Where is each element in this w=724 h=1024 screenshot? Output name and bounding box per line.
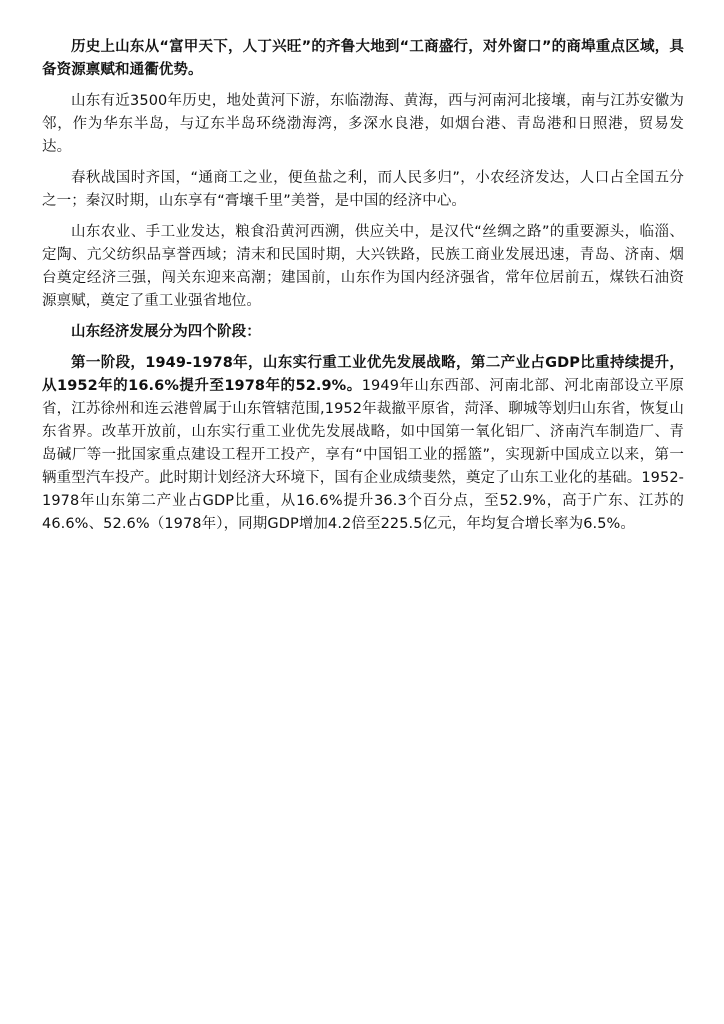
stage1-summary: 第一阶段，1949-1978年，山东实行重工业优先发展战略，第二产业占GDP比重持续提升，从1952年的16.6%提升至1978年的52.9%。	[42, 355, 684, 394]
spring-autumn-paragraph: 春秋战国时齐国，“通商工之业，便鱼盐之利，而人民多归”，小农经济发达，人口占全国五分之一；秦汉时期，山东享有“膏壤千里”美誉，是中国的经济中心。	[42, 170, 684, 209]
stage1-detail: 1949年山东西部、河南北部、河北南部设立平原省，江苏徐州和连云港曾属于山东管辖范围,1952年裁撤平原省，菏泽、聊城等划归山东省，恢复山东省界。改革开放前，山东实行重工业优先发展战略，如中国第一氧化铝厂、济南汽车制造厂、青岛碱厂等一批国家重点建设工程开工投产，享有“中国铝工业的摇篮”，实现新中国成立以来，第一辆重型汽车投产。此时期计划经济大环境下，国有企业成绩斐然，奠定了山东工业化的基础。1952-1978年山东第二产业占GDP比重，从16.6%提升36.3个百分点，至52.9%，高于广东、江苏的46.6%、52.6%（1978年），同期GDP增加4.2倍至225.5亿元，年均复合增长率为6.5%。	[42, 378, 684, 532]
agriculture-paragraph: 山东农业、手工业发达，粮食沿黄河西溯，供应关中，是汉代“丝绸之路”的重要源头，临淄、定陶、亢父纺织品享誉西域；清末和民国时期，大兴铁路，民族工商业发展迅速，青岛、济南、烟台奠定经济三强，闯关东迎来高潮；建国前，山东作为国内经济强省，常年位居前五，煤铁石油资源禀赋，奠定了重工业强省地位。	[42, 224, 684, 309]
history-paragraph: 山东有近3500年历史，地处黄河下游，东临渤海、黄海，西与河南河北接壤，南与江苏安徽为邻，作为华东半岛，与辽东半岛环绕渤海湾，多深水良港，如烟台港、青岛港和日照港，贸易发达。	[42, 93, 684, 155]
intro-heading: 历史上山东从“富甲天下，人丁兴旺”的齐鲁大地到“工商盛行，对外窗口”的商埠重点区域，具备资源禀赋和通衢优势。	[42, 39, 684, 78]
document-page	[42, 36, 684, 536]
stages-heading: 山东经济发展分为四个阶段：	[71, 324, 261, 340]
stage1-paragraph	[42, 352, 684, 536]
